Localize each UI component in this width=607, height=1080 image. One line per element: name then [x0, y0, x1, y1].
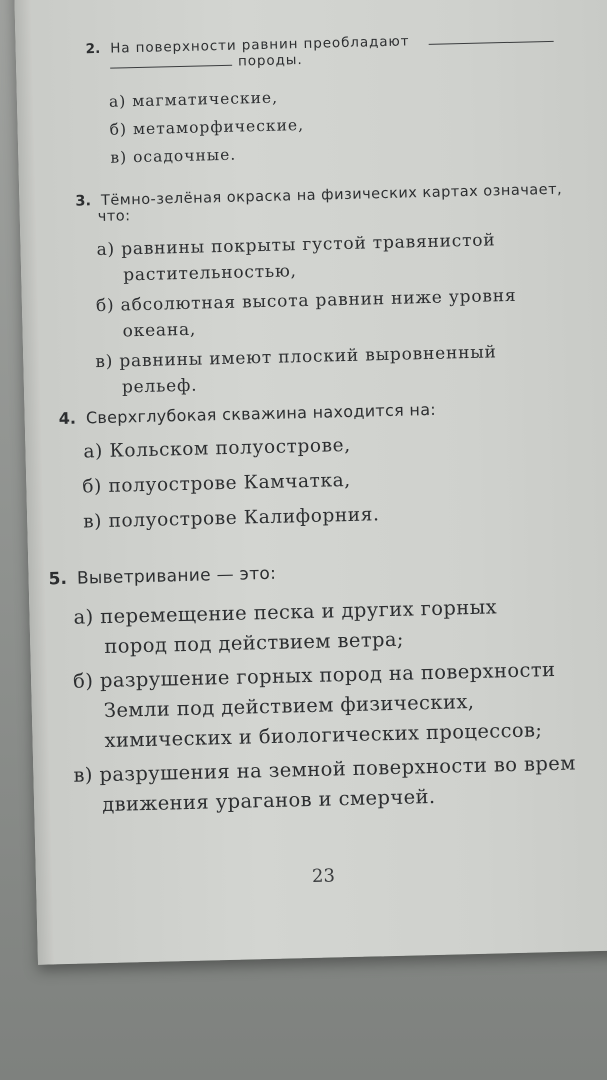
option-text-cont: рельеф. — [121, 375, 198, 398]
option-letter: в) — [110, 148, 128, 167]
option-a — [83, 433, 437, 463]
option-text-cont: растительностью, — [123, 261, 297, 286]
option-c — [73, 749, 577, 821]
book-page — [14, 0, 607, 965]
option-text: разрушения на земной поверхности во врем — [99, 751, 577, 787]
option-text: осадочные. — [132, 145, 237, 167]
question-text-line-1: Тёмно-зелёная окраска на физических картах означает, — [100, 181, 563, 209]
option-letter: в) — [73, 763, 94, 787]
option-c — [110, 138, 556, 167]
option-text-cont-2: химических и биологических процессов; — [104, 718, 543, 753]
question-text-line-1: Сверхглубокая скважина находится на: — [85, 399, 437, 428]
question-5-head — [48, 557, 571, 590]
question-number: 5. — [48, 568, 68, 590]
question-4 — [58, 400, 438, 533]
option-text: перемещение песка и других горных — [99, 595, 498, 629]
option-letter: в) — [83, 511, 103, 533]
option-letter: в) — [95, 351, 114, 373]
question-4-head — [58, 400, 436, 428]
option-text-cont: океана, — [122, 319, 197, 342]
option-letter: а) — [96, 239, 116, 261]
question-number: 4. — [58, 408, 77, 429]
question-5 — [48, 557, 576, 822]
question-text-line-1: Выветривание — это: — [76, 563, 277, 589]
option-b — [96, 282, 566, 345]
option-text: равнины покрыты густой травянистой — [120, 230, 496, 260]
question-number: 3. — [75, 193, 92, 210]
answer-blank — [429, 41, 554, 45]
option-a — [73, 591, 573, 663]
question-3 — [75, 182, 567, 402]
option-text: равнины имеют плоский выровненный — [119, 342, 497, 372]
option-letter: б) — [82, 476, 103, 498]
option-a — [109, 82, 555, 111]
question-text-cont: породы. — [237, 51, 303, 70]
option-b — [73, 655, 575, 757]
option-letter: а) — [73, 605, 94, 629]
option-letter: б) — [72, 669, 94, 693]
option-c — [95, 338, 567, 401]
option-b — [82, 468, 438, 498]
option-letter: а) — [108, 92, 127, 111]
option-text: полуострове Калифорния. — [108, 504, 380, 532]
option-text-cont: Земли под действием физических, — [103, 689, 475, 723]
option-letter: б) — [95, 295, 115, 317]
option-b — [109, 110, 555, 139]
question-number: 2. — [85, 40, 101, 58]
page-number: 23 — [311, 865, 336, 887]
option-text: метаморфические, — [132, 115, 305, 139]
option-text: абсолютная высота равнин ниже уровня — [120, 285, 517, 316]
option-text-cont: движения ураганов и смерчей. — [101, 784, 436, 817]
option-letter: а) — [83, 440, 104, 463]
option-text: полуострове Камчатка, — [108, 469, 352, 497]
option-letter: б) — [109, 120, 128, 139]
option-text: Кольском полуострове, — [109, 434, 351, 462]
answer-blank — [110, 65, 232, 69]
option-c — [83, 503, 439, 533]
option-text-cont: пород под действием ветра; — [104, 627, 405, 658]
option-text: разрушение горных пород на поверхности — [99, 657, 556, 693]
option-text: магматические, — [132, 88, 279, 111]
question-2 — [86, 30, 557, 167]
question-text-line-2: что: — [97, 208, 131, 226]
option-a — [96, 226, 564, 289]
question-text-line-1: На поверхности равнин преобладают — [110, 33, 410, 57]
